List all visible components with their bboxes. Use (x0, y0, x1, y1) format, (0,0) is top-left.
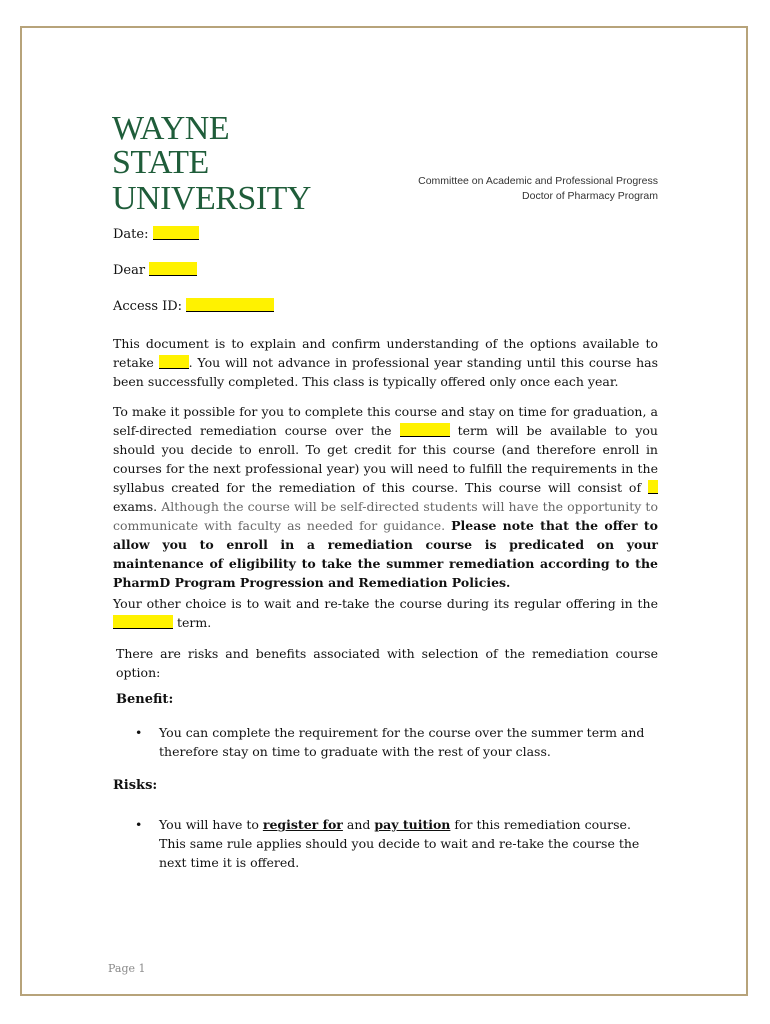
dear-blank[interactable] (149, 262, 197, 276)
logo-line-1: WAYNE STATE (112, 110, 230, 181)
course-blank[interactable] (159, 355, 189, 369)
committee-header (418, 174, 658, 204)
access-id-blank[interactable] (186, 298, 274, 312)
remediation-paragraph (113, 402, 658, 592)
date-blank[interactable] (153, 226, 199, 240)
remediation-text-c: exams. (113, 499, 158, 514)
date-line (113, 226, 199, 242)
wayne-state-logo (112, 112, 312, 216)
committee-name: Committee on Academic and Professional Progress (418, 175, 658, 187)
risks-text-b: for this remediation course. This same rule applies should you decide to wait and re-take the course the next time it is offered. (159, 817, 640, 870)
page-number: Page 1 (108, 962, 146, 975)
bullet-icon: • (135, 817, 143, 832)
register-for-text: register for (262, 817, 343, 832)
dear-line (113, 262, 197, 278)
remediation-text-bold: Please note that the offer to allow you to enroll in a remediation course is predicated on your maintenance of eligibility to take the summer remediation according to the PharmD Program Progression and Remediation Policies. (113, 518, 658, 590)
intro-text-b: . You will not advance in professional year standing until this course has been successfully completed. This class is typically offered only once each year. (113, 355, 658, 389)
pay-tuition-text: pay tuition (374, 817, 451, 832)
benefit-list-item (135, 723, 655, 761)
program-name: Doctor of Pharmacy Program (522, 190, 658, 202)
benefit-text: You can complete the requirement for the course over the summer term and therefore stay on time to graduate with the rest of your class. (159, 725, 645, 759)
term-blank[interactable] (400, 423, 450, 437)
remediation-text-b: term will be available to you should you decide to enroll. To get credit for this course (and therefore enroll in courses for the next professional year) you will need to fulfill the requirements in the syllabus created for the remediation of this course. This course will consist of (113, 423, 658, 495)
risks-benefits-paragraph: There are risks and benefits associated with selection of the remediation course option: (116, 646, 658, 680)
exam-count-blank[interactable] (648, 480, 658, 494)
risks-text (159, 815, 655, 872)
benefit-heading: Benefit: (116, 692, 174, 707)
intro-text-a: This document is to explain and confirm understanding of the options available to retake (113, 336, 658, 370)
risks-heading: Risks: (113, 778, 158, 793)
date-label: Date: (113, 227, 149, 242)
dear-label: Dear (113, 263, 146, 278)
risks-text-a: You will have to (159, 817, 259, 832)
other-choice-paragraph (113, 594, 658, 632)
intro-paragraph (113, 334, 658, 391)
risks-list-item (135, 815, 655, 872)
remediation-text-grey: Although the course will be self-directed students will have the opportunity to communicate with faculty as needed for guidance. (113, 499, 658, 533)
access-id-line (113, 298, 274, 314)
access-id-label: Access ID: (113, 299, 183, 314)
logo-line-2: UNIVERSITY (112, 180, 311, 217)
regular-term-blank[interactable] (113, 615, 173, 629)
other-choice-text-a: Your other choice is to wait and re-take the course during its regular offering in the (113, 596, 658, 611)
other-choice-text-b: term. (176, 615, 212, 630)
remediation-text-a: To make it possible for you to complete this course and stay on time for graduation, a self-directed remediation course over the (113, 404, 658, 438)
risks-and-text: and (346, 817, 371, 832)
bullet-icon: • (135, 725, 143, 740)
